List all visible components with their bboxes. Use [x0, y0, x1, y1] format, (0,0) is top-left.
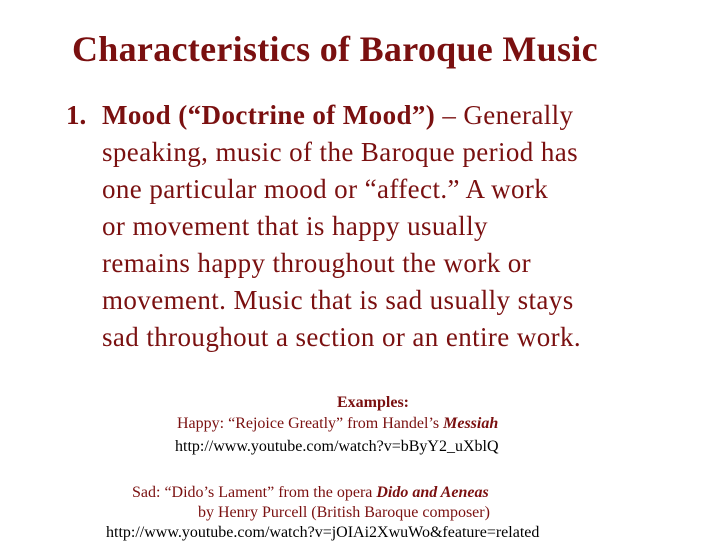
- sad-example-text: Sad: “Dido’s Lament” from the opera: [132, 484, 377, 501]
- happy-example: [177, 415, 498, 433]
- mood-heading: Mood (“Doctrine of Mood”): [102, 100, 436, 130]
- mood-text-start: – Generally: [435, 100, 574, 130]
- mood-paragraph-line-6: movement. Music that is sad usually stays: [102, 285, 574, 315]
- happy-example-link[interactable]: http://www.youtube.com/watch?v=bByY2_uXblQ: [175, 438, 499, 455]
- happy-example-work: Messiah: [443, 415, 499, 432]
- sad-example-composer: by Henry Purcell (British Baroque composer): [198, 504, 490, 521]
- examples-label: Examples:: [337, 394, 409, 411]
- mood-paragraph-line-2: speaking, music of the Baroque period has: [102, 137, 579, 167]
- slide-title: Characteristics of Baroque Music: [72, 29, 598, 69]
- mood-paragraph-line-4: or movement that is happy usually: [102, 211, 488, 241]
- list-number: 1.: [66, 100, 87, 130]
- mood-paragraph-line-5: remains happy throughout the work or: [102, 248, 532, 278]
- mood-paragraph-line-1: [102, 100, 573, 131]
- happy-example-text: Happy: “Rejoice Greatly” from Handel’s: [177, 415, 444, 432]
- mood-paragraph-line-3: one particular mood or “affect.” A work: [102, 174, 549, 204]
- sad-example-link[interactable]: http://www.youtube.com/watch?v=jOIAi2XwuWo&feature=related: [106, 524, 540, 541]
- sad-example: [132, 484, 489, 502]
- mood-paragraph-line-7: sad throughout a section or an entire work.: [102, 322, 582, 352]
- sad-example-work: Dido and Aeneas: [376, 484, 489, 501]
